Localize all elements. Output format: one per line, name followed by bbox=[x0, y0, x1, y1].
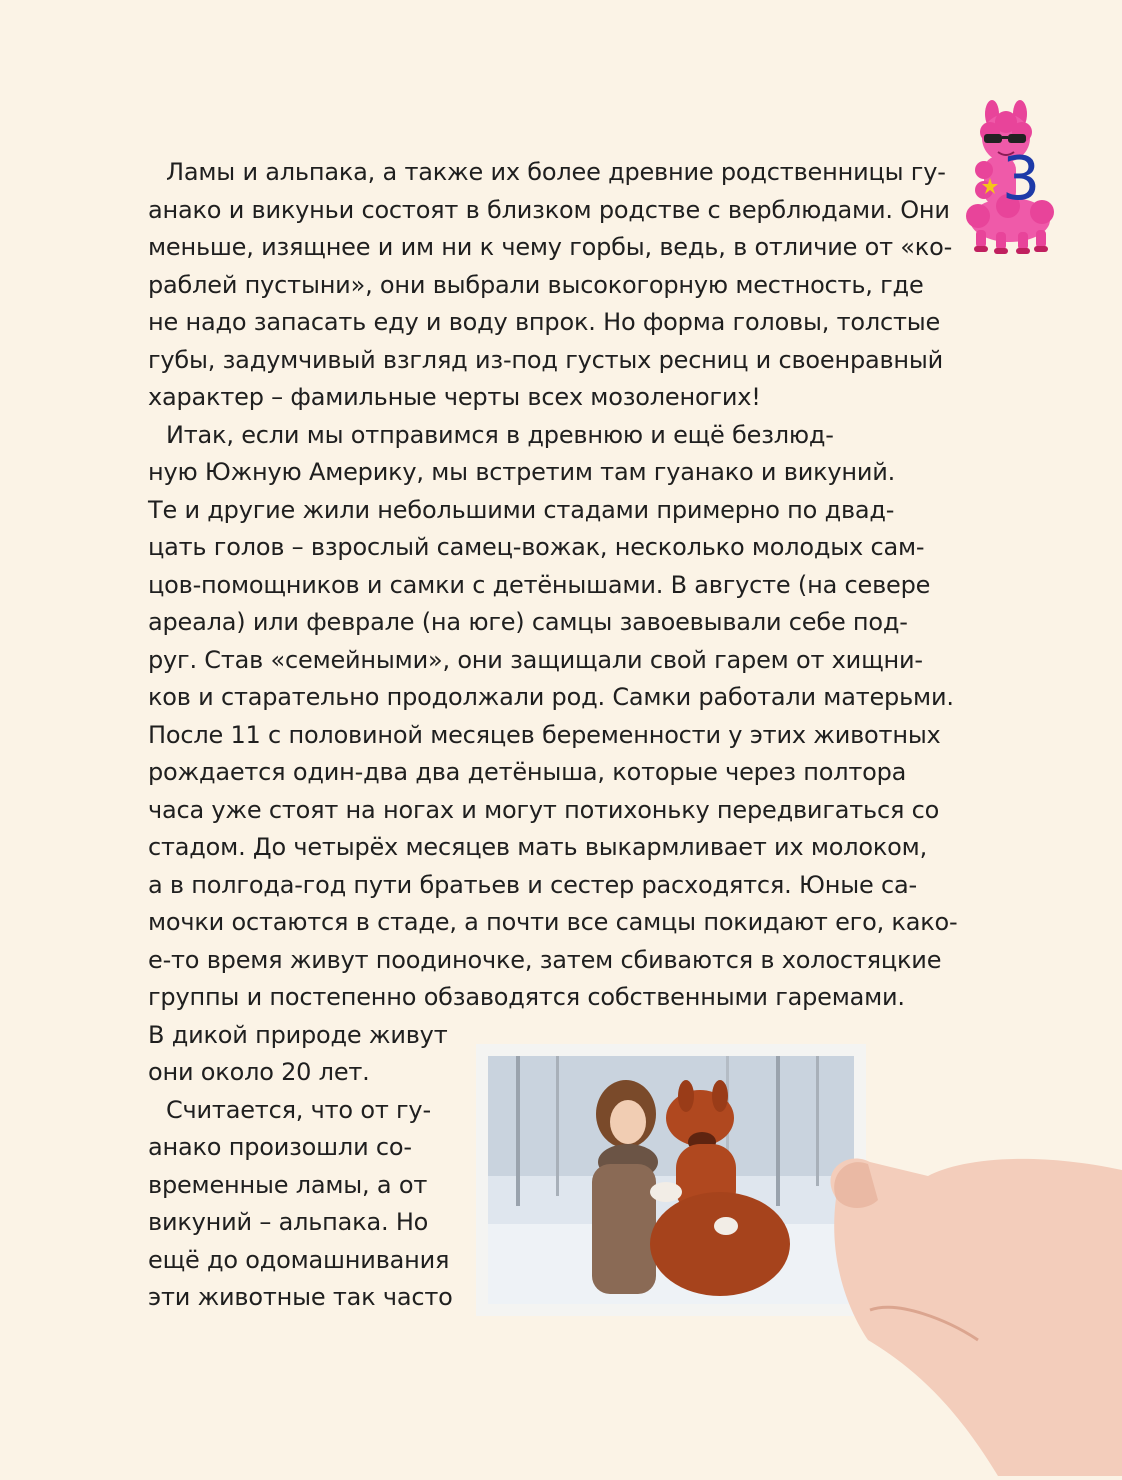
body-line: анако произошли со- bbox=[148, 1133, 412, 1161]
hand-icon bbox=[808, 1140, 1122, 1476]
body-line: не надо запасать еду и воду впрок. Но форма головы, толстые bbox=[148, 308, 941, 336]
body-line: группы и постепенно обзаводятся собственными гаремами. bbox=[148, 983, 905, 1011]
chapter-mascot bbox=[962, 98, 1058, 256]
body-line: Итак, если мы отправимся в древнюю и ещё безлюд- bbox=[166, 421, 834, 449]
body-line: ареала) или феврале (на юге) самцы завоевывали себе под- bbox=[148, 608, 908, 636]
body-line: цать голов – взрослый самец-вожак, несколько молодых сам- bbox=[148, 533, 925, 561]
body-line: они около 20 лет. bbox=[148, 1058, 370, 1086]
body-line: викуний – альпака. Но bbox=[148, 1208, 429, 1236]
body-line: эти животные так часто bbox=[148, 1283, 453, 1311]
chapter-number: 3 bbox=[1002, 144, 1041, 214]
body-line: меньше, изящнее и им ни к чему горбы, ведь, в отличие от «ко- bbox=[148, 233, 953, 261]
body-line: ещё до одомашнивания bbox=[148, 1246, 450, 1274]
body-line: е-то время живут поодиночке, затем сбиваются в холостяцкие bbox=[148, 946, 942, 974]
body-line: ную Южную Америку, мы встретим там гуанако и викуний. bbox=[148, 458, 896, 486]
hand-holding-photo bbox=[808, 1140, 1122, 1476]
body-line: В дикой природе живут bbox=[148, 1021, 448, 1049]
body-line: ков и старательно продолжали род. Самки работали матерьми. bbox=[148, 683, 954, 711]
body-line: часа уже стоят на ногах и могут потихоньку передвигаться со bbox=[148, 796, 940, 824]
body-line: раблей пустыни», они выбрали высокогорную местность, где bbox=[148, 271, 924, 299]
body-line: После 11 с половиной месяцев беременности у этих животных bbox=[148, 721, 941, 749]
body-line: мочки остаются в стаде, а почти все самцы покидают его, како- bbox=[148, 908, 958, 936]
body-line: Ламы и альпака, а также их более древние родственницы гу- bbox=[166, 158, 946, 186]
body-line: рождается один-два два детёныша, которые через полтора bbox=[148, 758, 907, 786]
body-line: Считается, что от гу- bbox=[166, 1096, 431, 1124]
body-line: временные ламы, а от bbox=[148, 1171, 428, 1199]
body-line: характер – фамильные черты всех мозоленогих! bbox=[148, 383, 761, 411]
body-line: губы, задумчивый взгляд из-под густых ресниц и своенравный bbox=[148, 346, 944, 374]
body-line: а в полгода-год пути братьев и сестер расходятся. Юные са- bbox=[148, 871, 917, 899]
body-line: руг. Став «семейными», они защищали свой гарем от хищни- bbox=[148, 646, 923, 674]
body-line: Те и другие жили небольшими стадами примерно по двад- bbox=[148, 496, 895, 524]
body-line: анако и викуньи состоят в близком родстве с верблюдами. Они bbox=[148, 196, 950, 224]
body-line: стадом. До четырёх месяцев мать выкармливает их молоком, bbox=[148, 833, 927, 861]
body-line: цов-помощников и самки с детёнышами. В августе (на севере bbox=[148, 571, 931, 599]
